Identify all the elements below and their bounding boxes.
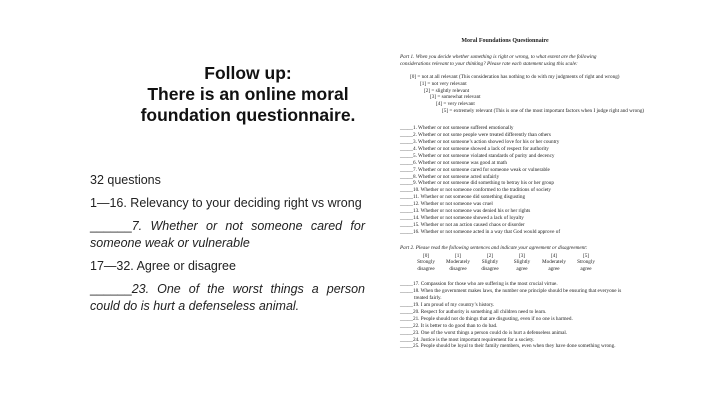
item-23-text: 23. One of the worst things a person could do is hurt a defenseless animal. — [90, 282, 365, 313]
list-item: _____13. Whether or not someone was denied his or her rights — [400, 208, 531, 215]
list-item: treated fairly. — [414, 295, 442, 302]
range-agreement: 17—32. Agree or disagree — [90, 259, 236, 273]
list-item: _____16. Whether or not someone acted in a way that God would approve of — [400, 228, 561, 235]
scale-item: [0] = not at all relevant (This consideration has nothing to do with my judgments of right and wrong) — [410, 73, 620, 80]
scale-item: [1] = not very relevant — [420, 80, 467, 87]
scale-column: [3] Slightly agree — [513, 252, 531, 273]
list-item: _____12. Whether or not someone was cruel — [400, 201, 493, 208]
list-item: _____1. Whether or not someone suffered emotionally — [400, 125, 514, 132]
list-item: _____3. Whether or not someone’s action showed love for his or her country — [400, 138, 560, 145]
relevance-scale — [400, 74, 700, 115]
part2-instructions: Part 2. Please read the following sentences and indicate your agreement or disagreement: — [400, 244, 588, 251]
list-item: _____24. Justice is the most important requirement for a society. — [400, 336, 535, 343]
list-item: _____6. Whether or not someone was good at math — [400, 159, 507, 166]
part1-items — [400, 125, 700, 236]
list-item: _____4. Whether or not someone showed a lack of respect for authority — [400, 145, 549, 152]
list-item: _____7. Whether or not someone cared for someone weak or vulnerable — [400, 166, 550, 173]
slide-title — [118, 63, 378, 126]
list-item: _____17. Compassion for those who are suffering is the most crucial virtue. — [400, 281, 558, 288]
part1-instructions — [400, 54, 700, 68]
part1-line: Part 1. When you decide whether something is right or wrong, to what extent are the following — [400, 53, 597, 60]
scale-column: [4] Moderately agree — [542, 252, 566, 273]
list-item: _____22. It is better to do good than to do bad. — [400, 322, 498, 329]
list-item: _____19. I am proud of my country’s history. — [400, 302, 495, 308]
answer-blank: ______ — [90, 282, 132, 296]
list-item: _____10. Whether or not someone conformed to the traditions of society — [400, 187, 552, 194]
slide-body — [90, 172, 365, 321]
title-line: Follow up: — [204, 63, 292, 83]
part2-items — [400, 281, 700, 350]
list-item: _____20. Respect for authority is something all children need to learn. — [400, 308, 547, 315]
scale-item: [2] = slightly relevant — [424, 87, 470, 94]
scale-column: [5] Strongly agree — [577, 252, 595, 273]
list-item: _____5. Whether or not someone violated standards of purity and decency — [400, 152, 555, 159]
list-item: _____21. People should not do things that are disgusting, even if no one is harmed. — [400, 315, 573, 322]
list-item: _____23. One of the worst things a person could do is hurt a defenseless animal. — [400, 329, 568, 336]
list-item: _____15. Whether or not an action caused chaos or disorder — [400, 221, 525, 228]
scale-column: [2] Slightly disagree — [481, 252, 499, 273]
list-item: _____8. Whether or not someone acted unfairly — [400, 173, 500, 180]
questionnaire-title: Moral Foundations Questionnaire — [461, 38, 549, 44]
item-7-text: 7. Whether or not someone cared for someone weak or vulnerable — [90, 219, 365, 250]
agreement-scale — [410, 253, 700, 274]
question-count: 32 questions — [90, 173, 161, 187]
questionnaire-image — [400, 38, 700, 383]
list-item: _____14. Whether or not someone showed a lack of loyalty — [400, 214, 524, 221]
range-relevancy: 1—16. Relevancy to your deciding right vs wrong — [90, 196, 362, 210]
part1-line: considerations relevant to your thinking? Please rate each statement using this scale: — [400, 60, 578, 67]
list-item: _____9. Whether or not someone did something to betray his or her group — [400, 180, 554, 187]
answer-blank: ______ — [90, 219, 132, 233]
title-line: There is an online moral — [147, 84, 349, 104]
title-line: foundation questionnaire. — [140, 105, 356, 125]
scale-column: [0] Strongly disagree — [417, 252, 435, 273]
scale-item: [5] = extremely relevant (This is one of the most important factors when I judge right and wrong) — [442, 108, 645, 115]
list-item: _____2. Whether or not some people were treated differently than others — [400, 132, 551, 139]
list-item: _____25. People should be loyal to their family members, even when they have done something wrong. — [400, 343, 616, 350]
scale-item: [4] = very relevant — [436, 101, 475, 108]
scale-item: [3] = somewhat relevant — [430, 94, 481, 101]
example-item-23 — [90, 281, 365, 315]
scale-column: [1] Moderately disagree — [446, 252, 470, 273]
list-item: _____18. When the government makes laws, the number one principle should be ensuring that everyone is — [400, 288, 622, 295]
list-item: _____11. Whether or not someone did something disgusting — [400, 194, 526, 201]
example-item-7 — [90, 218, 365, 252]
